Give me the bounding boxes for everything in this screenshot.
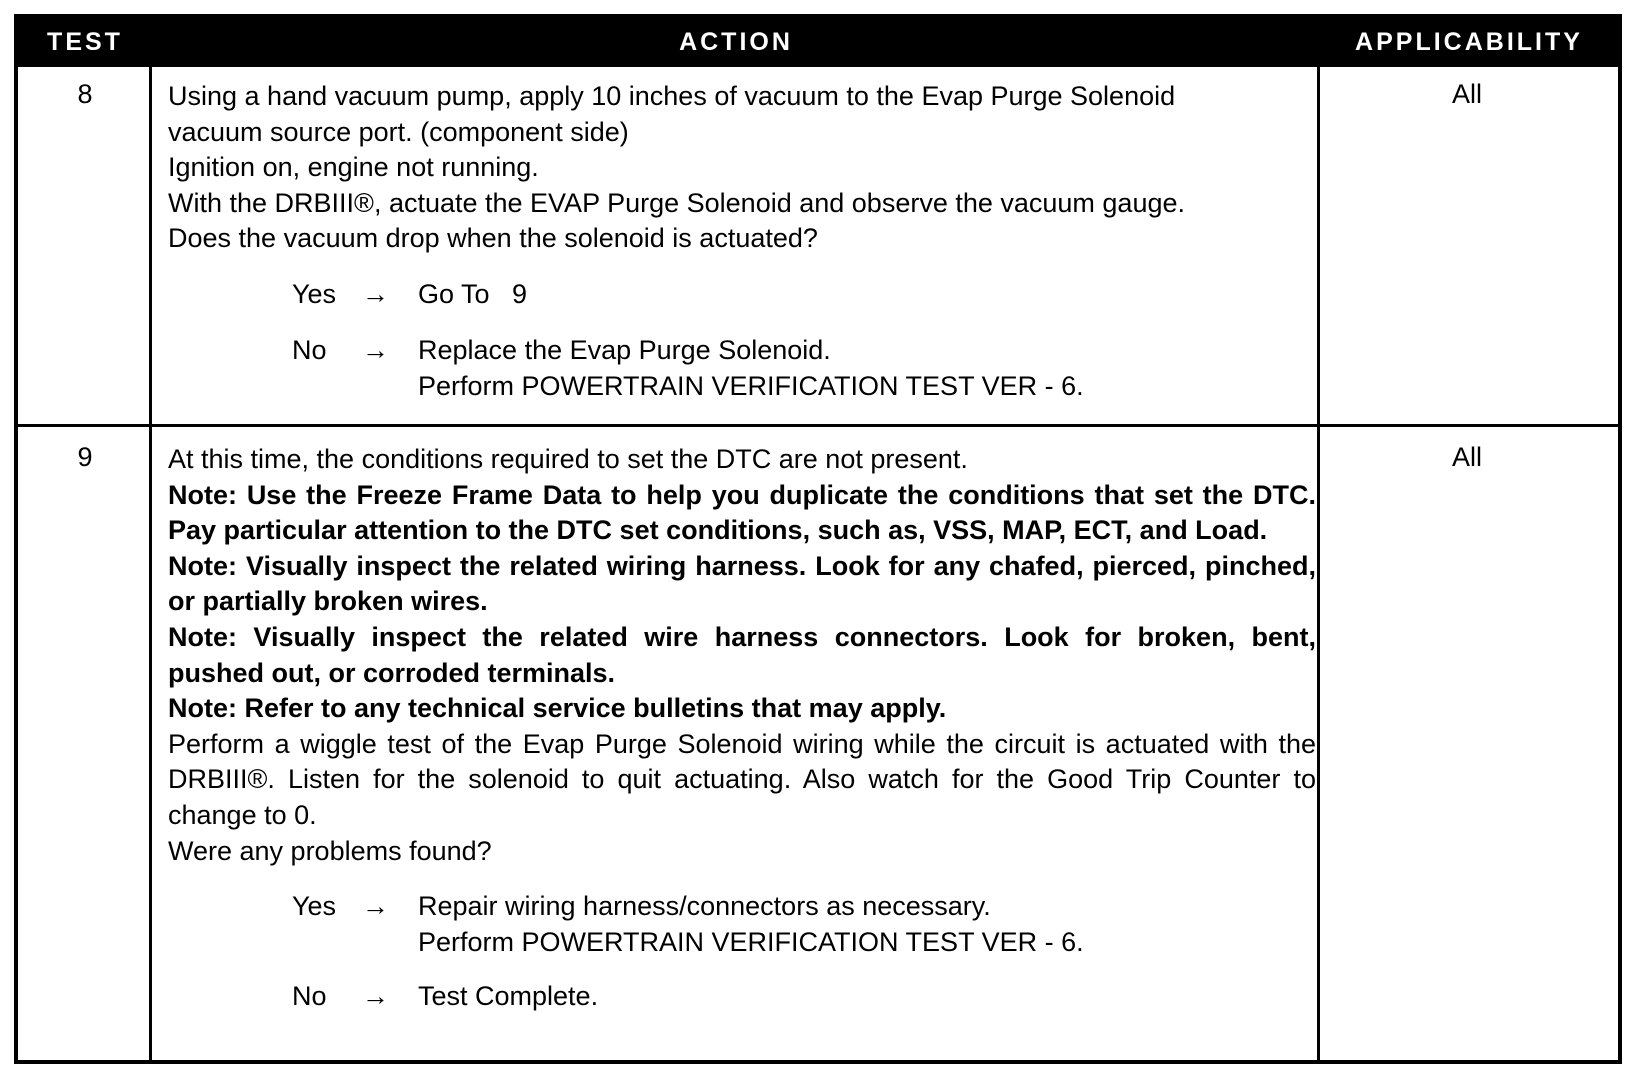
table-header — [18, 18, 1618, 67]
arrow-icon: → — [362, 891, 389, 922]
arrow-icon: → — [362, 334, 389, 365]
table-row — [18, 430, 1618, 1060]
action-cell — [168, 442, 1316, 1019]
branch-result: Go To 9 — [418, 278, 528, 309]
branch-result: Test Complete. — [418, 981, 599, 1012]
branch-no — [168, 979, 1316, 1019]
branch-result-line: Repair wiring harness/connectors as necessary. — [418, 891, 991, 922]
action-line: Using a hand vacuum pump, apply 10 inches of vacuum to the Evap Purge Solenoid — [168, 81, 1176, 111]
branch-result — [418, 889, 1084, 960]
header-action: ACTION — [679, 28, 793, 56]
branch-label: No — [292, 334, 327, 365]
branch-result-line: Perform POWERTRAIN VERIFICATION TEST VER - 6. — [418, 370, 1084, 401]
branch-yes — [168, 889, 1316, 979]
action-line: Does the vacuum drop when the solenoid is actuated? — [168, 223, 818, 254]
branch-label: Yes — [292, 891, 337, 922]
branch-label: No — [292, 981, 327, 1012]
branch-label: Yes — [292, 278, 337, 309]
applicability-value: All — [1451, 442, 1482, 472]
note-text: Note: Visually inspect the related wire harness connectors. Look for broken, bent, pushed out, or corroded terminals. — [168, 621, 1316, 688]
test-number: 8 — [77, 79, 93, 109]
branch-result-line: Perform POWERTRAIN VERIFICATION TEST VER - 6. — [418, 926, 1084, 957]
branch-result-line: Replace the Evap Purge Solenoid. — [418, 334, 831, 365]
arrow-icon: → — [362, 981, 389, 1012]
note-text: Note: Use the Freeze Frame Data to help you duplicate the conditions that set the DTC. Pay particular attention to the DTC set conditions, such as, VSS, MAP, ECT, and Load. — [168, 479, 1316, 546]
header-test: TEST — [47, 28, 123, 56]
action-line: Ignition on, engine not running. — [168, 152, 539, 183]
test-number: 9 — [77, 442, 93, 472]
diagnostic-test-table — [14, 14, 1622, 1064]
action-cell — [168, 79, 1316, 405]
action-line: With the DRBIII®, actuate the EVAP Purge Solenoid and observe the vacuum gauge. — [168, 187, 1185, 218]
action-body: Perform a wiggle test of the Evap Purge Solenoid wiring while the circuit is actuated with the DRBIII®. Listen for the solenoid to quit actuating. Also watch for the Good Trip Counter to change to 0. — [168, 728, 1316, 830]
header-applicability: APPLICABILITY — [1355, 28, 1583, 56]
branch-result — [418, 333, 1084, 404]
note-text: Note: Visually inspect the related wiring harness. Look for any chafed, pierced, pinched, or partially broken wires. — [168, 550, 1316, 617]
branch-no — [168, 333, 1316, 405]
branch-yes — [168, 277, 1316, 333]
applicability-value: All — [1451, 79, 1482, 109]
note-text: Note: Refer to any technical service bulletins that may apply. — [168, 693, 947, 724]
action-line: vacuum source port. (component side) — [168, 116, 629, 147]
arrow-icon: → — [362, 278, 389, 309]
action-question: Were any problems found? — [168, 835, 492, 866]
table-row — [18, 67, 1618, 427]
action-line: At this time, the conditions required to set the DTC are not present. — [168, 444, 968, 474]
